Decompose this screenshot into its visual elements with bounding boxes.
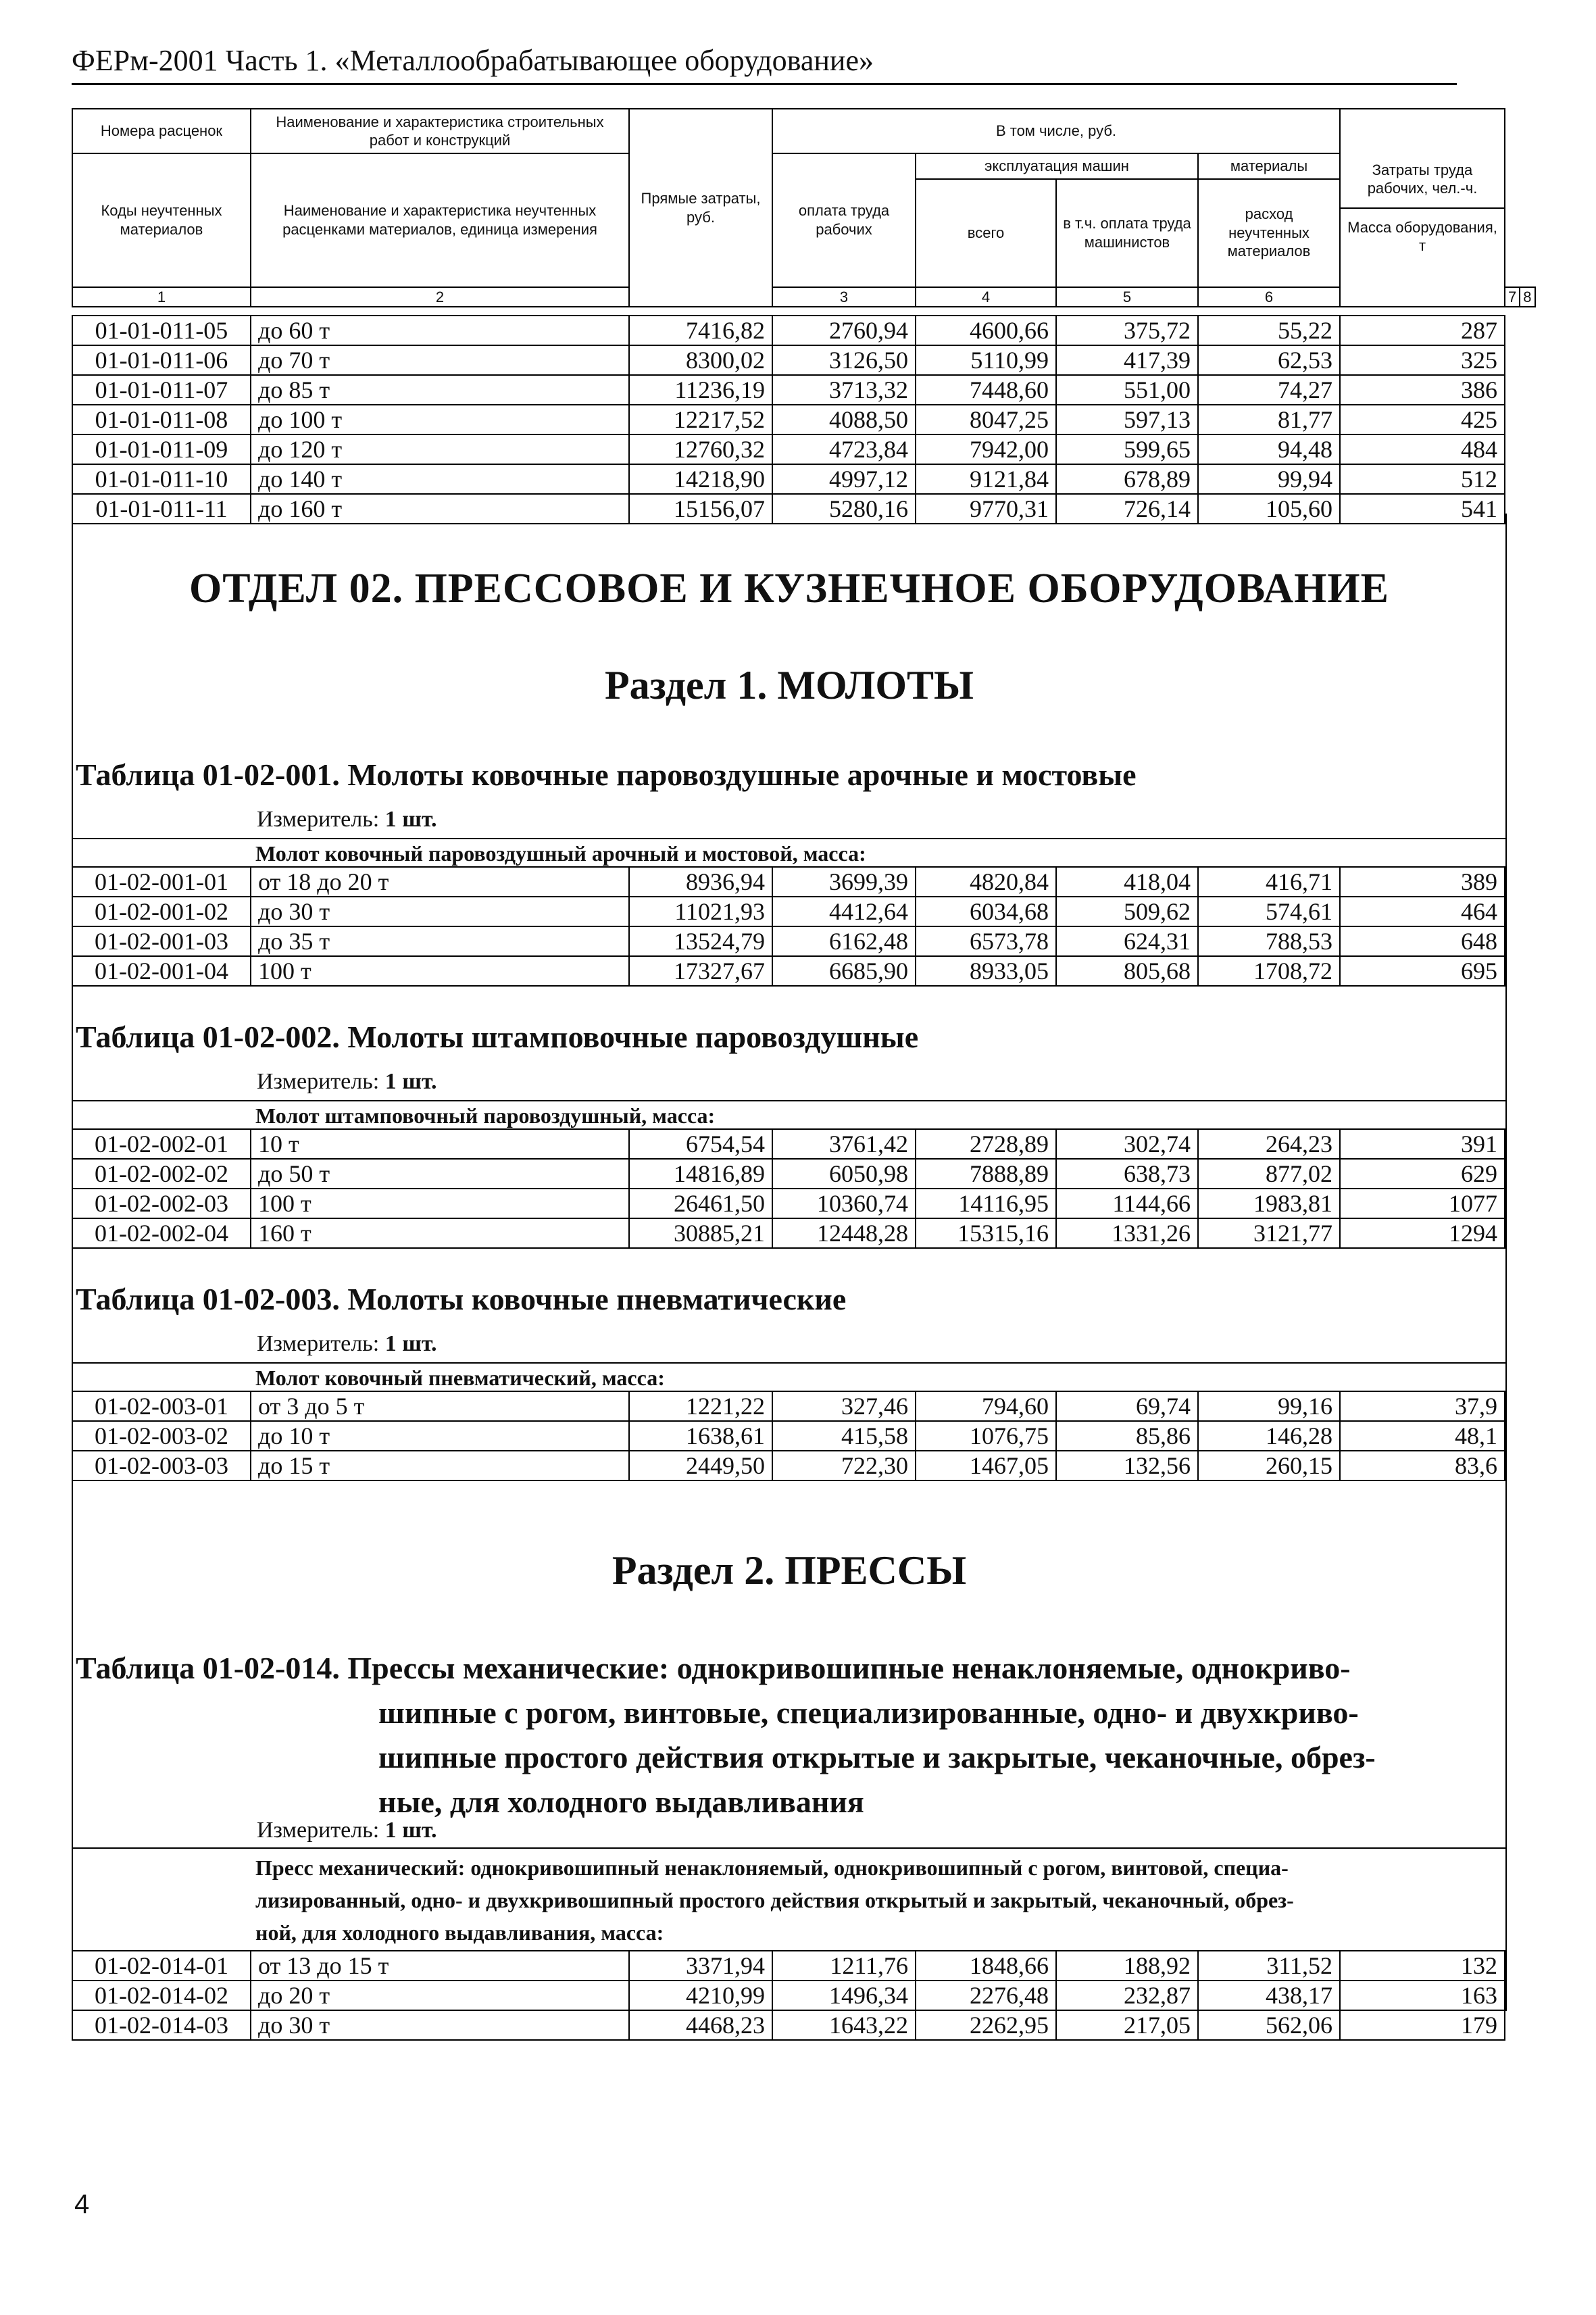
rate-code: 01-02-014-02	[72, 1981, 251, 2010]
rate-value: 722,30	[772, 1451, 916, 1480]
table-row	[72, 1391, 1505, 1421]
col-number: 3	[772, 287, 916, 307]
rate-value: 574,61	[1198, 897, 1340, 926]
col-operator-pay: в т.ч. оплата труда машинистов	[1056, 179, 1198, 287]
rate-value: 1496,34	[772, 1981, 916, 2010]
rate-value: 624,31	[1056, 926, 1198, 956]
col-labor-mass	[1340, 109, 1505, 307]
unit-label: Измеритель: 1 шт.	[257, 1331, 437, 1356]
rate-value: 4997,12	[772, 464, 916, 494]
rate-value: 562,06	[1198, 2010, 1340, 2040]
col-worker-pay: оплата труда рабочих	[772, 153, 916, 287]
rate-value: 597,13	[1056, 405, 1198, 434]
rate-value: 551,00	[1056, 375, 1198, 405]
unit-label: Измеритель: 1 шт.	[257, 1069, 437, 1094]
rate-value: 1638,61	[629, 1421, 772, 1451]
rate-value: 375,72	[1056, 316, 1198, 345]
rate-name: до 35 т	[251, 926, 629, 956]
rate-value: 425	[1340, 405, 1505, 434]
rates-table-top	[72, 315, 1505, 524]
col-name-top: Наименование и характеристика строительных работ и конструкций	[251, 109, 629, 153]
rate-value: 10360,74	[772, 1189, 916, 1218]
column-number-row	[72, 287, 1535, 307]
rate-value: 8047,25	[916, 405, 1056, 434]
col-number: 7	[1505, 287, 1520, 307]
rate-code: 01-02-001-02	[72, 897, 251, 926]
rate-value: 3713,32	[772, 375, 916, 405]
rate-value: 30885,21	[629, 1218, 772, 1248]
rate-value: 311,52	[1198, 1951, 1340, 1981]
rate-code: 01-02-003-01	[72, 1391, 251, 1421]
rate-value: 146,28	[1198, 1421, 1340, 1451]
col-materials: материалы	[1198, 153, 1340, 179]
rate-value: 8936,94	[629, 867, 772, 897]
table-row	[72, 2010, 1505, 2040]
rates-table-003	[72, 1391, 1505, 1481]
page-number: 4	[74, 2189, 90, 2219]
rate-code: 01-02-002-04	[72, 1218, 251, 1248]
rate-value: 4820,84	[916, 867, 1056, 897]
table-title: Таблица 01-02-003. Молоты ковочные пневматические	[76, 1282, 847, 1316]
unit-label: Измеритель: 1 шт.	[257, 1818, 437, 1843]
rate-code: 01-02-002-01	[72, 1129, 251, 1159]
rate-name: до 10 т	[251, 1421, 629, 1451]
rate-value: 389	[1340, 867, 1505, 897]
rate-name: до 85 т	[251, 375, 629, 405]
rate-value: 83,6	[1340, 1451, 1505, 1480]
rate-value: 391	[1340, 1129, 1505, 1159]
table-row	[72, 897, 1505, 926]
col-number: 8	[1520, 287, 1535, 307]
rate-code: 01-01-011-06	[72, 345, 251, 375]
rate-value: 6685,90	[772, 956, 916, 986]
rate-value: 1294	[1340, 1218, 1505, 1248]
rate-value: 509,62	[1056, 897, 1198, 926]
col-labor: Затраты труда рабочих, чел.-ч.	[1341, 151, 1504, 209]
rate-value: 4412,64	[772, 897, 916, 926]
rate-value: 4210,99	[629, 1981, 772, 2010]
rates-table-014	[72, 1950, 1505, 2041]
rate-value: 695	[1340, 956, 1505, 986]
table-row	[72, 1451, 1505, 1480]
rate-value: 4723,84	[772, 434, 916, 464]
rate-name: до 50 т	[251, 1159, 629, 1189]
group-row: Молот ковочный паровоздушный арочный и мостовой, масса:	[72, 838, 1507, 866]
group-row: Молот ковочный пневматический, масса:	[72, 1362, 1507, 1391]
rate-value: 4088,50	[772, 405, 916, 434]
col-number: 1	[72, 287, 251, 307]
rate-code: 01-01-011-11	[72, 494, 251, 524]
rate-value: 648	[1340, 926, 1505, 956]
rate-value: 5280,16	[772, 494, 916, 524]
rate-value: 629	[1340, 1159, 1505, 1189]
col-materials-use: расход неучтенных материалов	[1198, 179, 1340, 287]
rate-value: 14218,90	[629, 464, 772, 494]
rate-value: 3761,42	[772, 1129, 916, 1159]
rate-value: 74,27	[1198, 375, 1340, 405]
col-machines: эксплуатация машин	[916, 153, 1198, 179]
rate-name: от 3 до 5 т	[251, 1391, 629, 1421]
rate-code: 01-01-011-09	[72, 434, 251, 464]
col-number: 6	[1198, 287, 1340, 307]
rate-value: 1144,66	[1056, 1189, 1198, 1218]
rate-value: 1077	[1340, 1189, 1505, 1218]
rate-name: 10 т	[251, 1129, 629, 1159]
rate-value: 438,17	[1198, 1981, 1340, 2010]
rate-value: 260,15	[1198, 1451, 1340, 1480]
table-row	[72, 434, 1505, 464]
rate-value: 302,74	[1056, 1129, 1198, 1159]
rate-value: 13524,79	[629, 926, 772, 956]
page-header: ФЕРм-2001 Часть 1. «Металлообрабатывающее оборудование»	[72, 43, 1457, 85]
rate-value: 1848,66	[916, 1951, 1056, 1981]
rate-value: 2760,94	[772, 316, 916, 345]
rate-code: 01-02-002-03	[72, 1189, 251, 1218]
rate-value: 541	[1340, 494, 1505, 524]
rate-value: 3699,39	[772, 867, 916, 897]
rate-value: 726,14	[1056, 494, 1198, 524]
rate-value: 3121,77	[1198, 1218, 1340, 1248]
rate-value: 415,58	[772, 1421, 916, 1451]
rate-value: 386	[1340, 375, 1505, 405]
table-title: Таблица 01-02-014. Прессы механические: однокривошипные ненаклоняемые, однокриво- шипные с рогом, винтовые, специализированные, одно- и двухкриво- шипные простого действия открытые и закрытые, чеканочные, обрез- ные, для холодного выдавливания	[76, 1651, 1376, 1819]
rate-value: 7942,00	[916, 434, 1056, 464]
rate-value: 512	[1340, 464, 1505, 494]
rate-value: 1983,81	[1198, 1189, 1340, 1218]
rate-value: 12448,28	[772, 1218, 916, 1248]
rate-value: 4600,66	[916, 316, 1056, 345]
table-row	[72, 926, 1505, 956]
table-row	[72, 1218, 1505, 1248]
rate-value: 132	[1340, 1951, 1505, 1981]
col-name-bottom: Наименование и характеристика неучтенных расценками материалов, единица измерения	[251, 153, 629, 287]
table-row	[72, 316, 1505, 345]
rate-name: до 120 т	[251, 434, 629, 464]
rate-value: 99,16	[1198, 1391, 1340, 1421]
rate-code: 01-02-002-02	[72, 1159, 251, 1189]
rate-value: 2728,89	[916, 1129, 1056, 1159]
table-row	[72, 867, 1505, 897]
rate-value: 8300,02	[629, 345, 772, 375]
rate-value: 99,94	[1198, 464, 1340, 494]
rate-name: до 160 т	[251, 494, 629, 524]
rate-value: 6162,48	[772, 926, 916, 956]
rate-name: 100 т	[251, 956, 629, 986]
rate-value: 17327,67	[629, 956, 772, 986]
table-row	[72, 405, 1505, 434]
rate-value: 179	[1340, 2010, 1505, 2040]
rate-code: 01-02-014-01	[72, 1951, 251, 1981]
rate-name: до 15 т	[251, 1451, 629, 1480]
col-number: 4	[916, 287, 1056, 307]
rate-value: 15315,16	[916, 1218, 1056, 1248]
rates-table-002	[72, 1128, 1505, 1249]
col-number: 5	[1056, 287, 1198, 307]
section-heading: Раздел 1. МОЛОТЫ	[605, 663, 974, 707]
rate-value: 877,02	[1198, 1159, 1340, 1189]
rate-name: до 30 т	[251, 897, 629, 926]
table-title: Таблица 01-02-001. Молоты ковочные паровоздушные арочные и мостовые	[76, 757, 1137, 792]
rate-value: 217,05	[1056, 2010, 1198, 2040]
rate-value: 264,23	[1198, 1129, 1340, 1159]
table-row	[72, 464, 1505, 494]
rate-code: 01-02-003-02	[72, 1421, 251, 1451]
rate-value: 1331,26	[1056, 1218, 1198, 1248]
rate-name: до 140 т	[251, 464, 629, 494]
rate-value: 14116,95	[916, 1189, 1056, 1218]
rate-value: 9121,84	[916, 464, 1056, 494]
rate-value: 638,73	[1056, 1159, 1198, 1189]
rate-value: 6754,54	[629, 1129, 772, 1159]
table-row	[72, 1421, 1505, 1451]
rate-value: 232,87	[1056, 1981, 1198, 2010]
rate-code: 01-02-003-03	[72, 1451, 251, 1480]
group-row: Молот штамповочный паровоздушный, масса:	[72, 1100, 1507, 1128]
table-title: Таблица 01-02-002. Молоты штамповочные паровоздушные	[76, 1020, 919, 1054]
rate-value: 6050,98	[772, 1159, 916, 1189]
rate-value: 6573,78	[916, 926, 1056, 956]
rate-value: 11236,19	[629, 375, 772, 405]
rate-value: 12217,52	[629, 405, 772, 434]
rate-value: 188,92	[1056, 1951, 1198, 1981]
rate-value: 9770,31	[916, 494, 1056, 524]
rate-value: 15156,07	[629, 494, 772, 524]
col-direct-costs: Прямые затраты, руб.	[629, 109, 772, 307]
rate-value: 1467,05	[916, 1451, 1056, 1480]
rate-value: 327,46	[772, 1391, 916, 1421]
rate-value: 1708,72	[1198, 956, 1340, 986]
table-row	[72, 1951, 1505, 1981]
rate-name: от 18 до 20 т	[251, 867, 629, 897]
rate-value: 11021,93	[629, 897, 772, 926]
rate-code: 01-02-001-04	[72, 956, 251, 986]
col-machines-total: всего	[916, 179, 1056, 287]
section-heading: Раздел 2. ПРЕССЫ	[612, 1548, 967, 1593]
rate-value: 788,53	[1198, 926, 1340, 956]
rate-name: до 60 т	[251, 316, 629, 345]
unit-label: Измеритель: 1 шт.	[257, 807, 437, 832]
rate-value: 94,48	[1198, 434, 1340, 464]
col-including: В том числе, руб.	[772, 109, 1340, 153]
col-mass: Масса оборудования, т	[1347, 218, 1497, 254]
rate-value: 3371,94	[629, 1951, 772, 1981]
rate-name: 160 т	[251, 1218, 629, 1248]
rate-value: 163	[1340, 1981, 1505, 2010]
rate-name: до 100 т	[251, 405, 629, 434]
rate-value: 81,77	[1198, 405, 1340, 434]
rate-code: 01-02-001-03	[72, 926, 251, 956]
department-heading: ОТДЕЛ 02. ПРЕССОВОЕ И КУЗНЕЧНОЕ ОБОРУДОВАНИЕ	[189, 566, 1389, 612]
rate-code: 01-02-001-01	[72, 867, 251, 897]
rate-value: 26461,50	[629, 1189, 772, 1218]
rate-code: 01-01-011-10	[72, 464, 251, 494]
rate-code: 01-01-011-08	[72, 405, 251, 434]
rate-value: 6034,68	[916, 897, 1056, 926]
rate-name: от 13 до 15 т	[251, 1951, 629, 1981]
rate-value: 62,53	[1198, 345, 1340, 375]
table-row	[72, 1159, 1505, 1189]
rate-value: 37,9	[1340, 1391, 1505, 1421]
rate-value: 12760,32	[629, 434, 772, 464]
rate-value: 287	[1340, 316, 1505, 345]
table-row	[72, 375, 1505, 405]
rates-table-001	[72, 866, 1505, 987]
rate-value: 48,1	[1340, 1421, 1505, 1451]
rate-value: 2276,48	[916, 1981, 1056, 2010]
rate-value: 7448,60	[916, 375, 1056, 405]
table-row	[72, 1189, 1505, 1218]
rate-value: 8933,05	[916, 956, 1056, 986]
table-row	[72, 1129, 1505, 1159]
rate-value: 794,60	[916, 1391, 1056, 1421]
rate-value: 69,74	[1056, 1391, 1198, 1421]
rate-value: 2449,50	[629, 1451, 772, 1480]
column-header-table	[72, 108, 1536, 307]
rate-value: 1643,22	[772, 2010, 916, 2040]
table-row	[72, 956, 1505, 986]
rate-value: 7888,89	[916, 1159, 1056, 1189]
rate-value: 85,86	[1056, 1421, 1198, 1451]
rate-value: 14816,89	[629, 1159, 772, 1189]
rate-name: до 70 т	[251, 345, 629, 375]
col-number: 2	[251, 287, 629, 307]
rate-name: 100 т	[251, 1189, 629, 1218]
rate-value: 55,22	[1198, 316, 1340, 345]
rate-name: до 20 т	[251, 1981, 629, 2010]
rate-value: 132,56	[1056, 1451, 1198, 1480]
rate-value: 105,60	[1198, 494, 1340, 524]
rate-code: 01-02-014-03	[72, 2010, 251, 2040]
rate-value: 1076,75	[916, 1421, 1056, 1451]
rate-code: 01-01-011-07	[72, 375, 251, 405]
rate-value: 7416,82	[629, 316, 772, 345]
group-row: Пресс механический: однокривошипный ненаклоняемый, однокривошипный с рогом, винтовой, специа- лизированный, одно- и двухкривошипный простого действия открытый и закрытый, чеканочный, обрез- ной, для холодного выдавливания, масса:	[72, 1847, 1507, 1949]
rate-value: 1221,22	[629, 1391, 772, 1421]
rate-name: до 30 т	[251, 2010, 629, 2040]
col-codes-top: Номера расценок	[72, 109, 251, 153]
rate-value: 5110,99	[916, 345, 1056, 375]
table-row	[72, 1981, 1505, 2010]
rate-value: 1211,76	[772, 1951, 916, 1981]
rate-value: 325	[1340, 345, 1505, 375]
rate-value: 418,04	[1056, 867, 1198, 897]
rate-value: 484	[1340, 434, 1505, 464]
rate-value: 464	[1340, 897, 1505, 926]
rate-code: 01-01-011-05	[72, 316, 251, 345]
rate-value: 417,39	[1056, 345, 1198, 375]
col-codes-bottom: Коды неучтенных материалов	[72, 153, 251, 287]
table-row	[72, 345, 1505, 375]
rate-value: 678,89	[1056, 464, 1198, 494]
rate-value: 4468,23	[629, 2010, 772, 2040]
rate-value: 805,68	[1056, 956, 1198, 986]
rate-value: 2262,95	[916, 2010, 1056, 2040]
rate-value: 416,71	[1198, 867, 1340, 897]
rate-value: 3126,50	[772, 345, 916, 375]
rate-value: 599,65	[1056, 434, 1198, 464]
